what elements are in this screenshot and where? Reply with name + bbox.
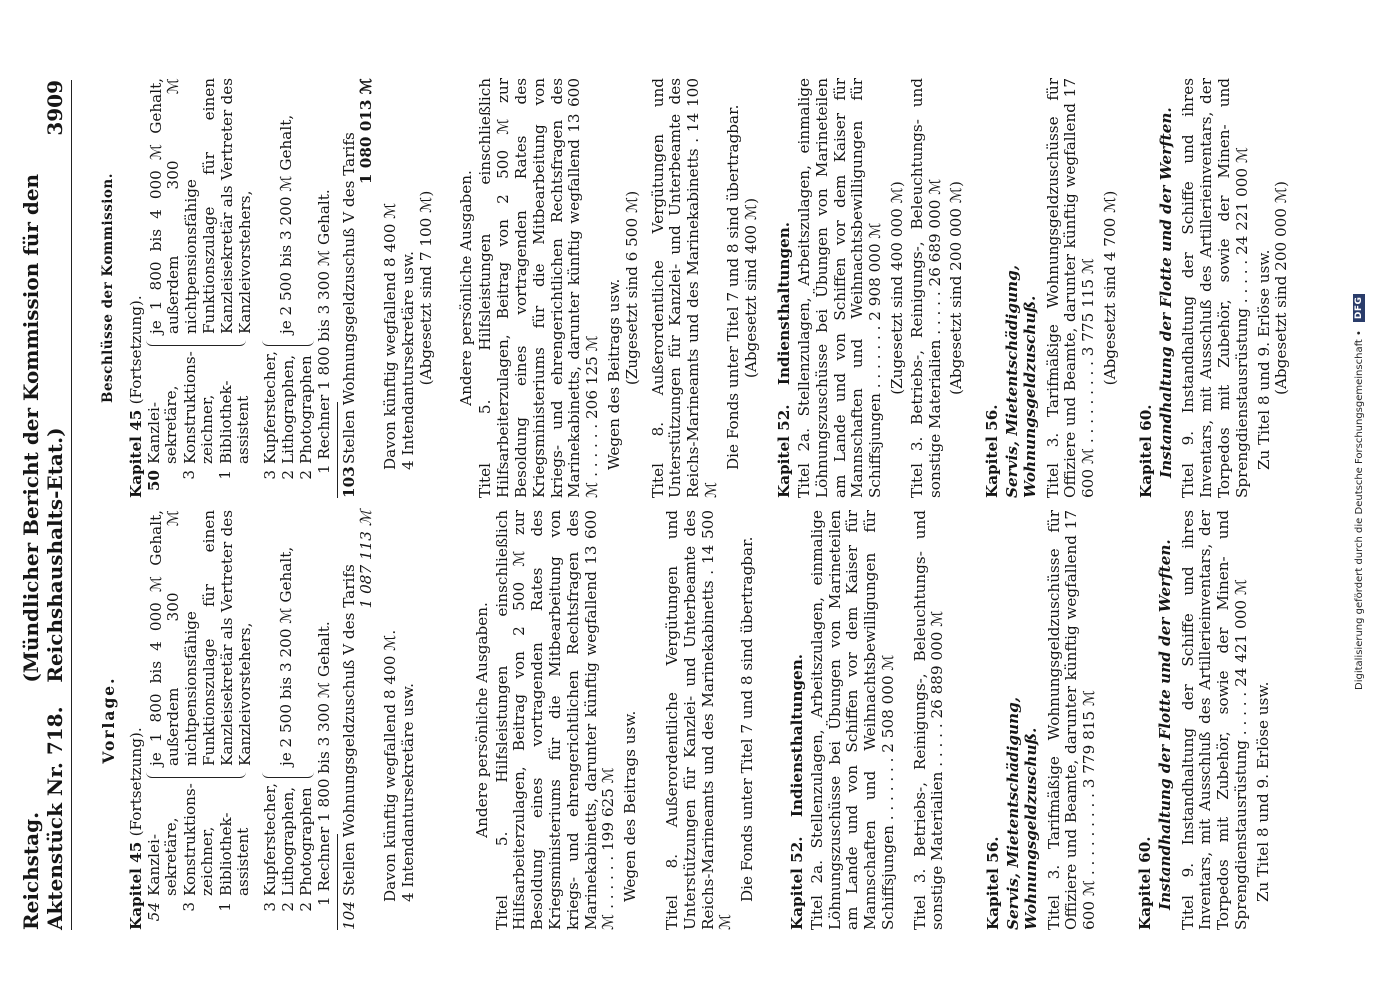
staff-count: 2 — [296, 902, 315, 912]
staff-title: Konstruktions-zeichner, — [180, 351, 217, 464]
chapter-subtitle: Servis, Mietentschädigung, Wohnungsgeldzuschuß. — [1004, 696, 1040, 930]
total-count: 103 — [339, 466, 358, 498]
column-title: Beschlüsse der Kommission. — [100, 173, 116, 403]
titel-5-note: Wegen des Beitrags usw. — [621, 710, 640, 902]
chapter-title: Kapitel 45 — [126, 409, 145, 498]
salary-text: je 1 800 bis 4 000 ℳ Gehalt, außerdem 300 ℳ nichtpensionsfähige Funktionszulage für einen Kanzleisekretär als Vertreter des Kanzleivorstehers, — [146, 78, 254, 334]
header-center: (Mündlicher Bericht der Kommission für den Reichshaushalts-Etat.) — [19, 173, 67, 683]
intendantur-line: 4 Intendantursekretäre usw. — [398, 683, 417, 902]
staff-count: 2 — [279, 902, 298, 912]
credit-text: Digitalisierung gefördert durch die Deutsche Forschungsgemeinschaft • — [1353, 330, 1365, 690]
chapter-title: Kapitel 56. — [984, 836, 1003, 930]
total-count: 104 — [339, 901, 358, 930]
staff-count: 50 — [144, 470, 163, 492]
staff-count: 1 — [216, 470, 235, 480]
titel-8-note: Die Fonds unter Titel 7 und 8 sind übertragbar. — [738, 536, 757, 902]
section-heading: Andere persönliche Ausgaben. — [456, 170, 475, 406]
change-note: (Abgesetzt sind 200 000 ℳ) — [1272, 181, 1291, 395]
titel-5: Titel 5. Hilfsleistungen einschließlich Hilfsarbeiterzulagen, Beitrag von 2 500 ℳ zur Besoldung eines vortragenden Rates des Kriegsministeriums für die Mitbearbeitung von kriegs- und ehrengerichtlichen Rechtsfragen des Marinekabinetts, darunter künftig wegfallend 13 600 ℳ . . . . . . 206 125 ℳ — [476, 78, 602, 498]
chapter-title: Kapitel 60. — [1136, 836, 1155, 930]
chapter-title: Kapitel 60. — [1136, 404, 1155, 498]
staff-title: Kanzlei-sekretäre, — [144, 385, 181, 464]
dfg-logo: DFG — [1353, 294, 1365, 323]
sum-rule — [337, 402, 338, 498]
chapter-heading — [128, 510, 146, 930]
k60-note: Zu Titel 8 und 9. Erlöse usw. — [1254, 249, 1273, 470]
brace — [146, 766, 246, 778]
k52-titel-3: Titel 3. Betriebs-, Reinigungs-, Beleuchtungs- und sonstige Materialien . . . . . 26 689 000 ℳ — [907, 78, 944, 498]
header-left: Reichstag. Aktenstück Nr. 718. — [19, 706, 67, 930]
staff-title: Bibliothek-assistent — [216, 812, 253, 896]
total-sum: 1 080 013 ℳ — [357, 78, 376, 185]
intendantur-line: 4 Intendantursekretäre usw. — [398, 251, 417, 470]
digitization-credit — [1353, 0, 1365, 690]
k52-titel-2a: Titel 2a. Stellenzulagen, Arbeitszulagen, einmalige Löhnungszuschüsse bei Übungen von Marineteilen am Lande und von Schiffen vor dem Kaiser für Mannschaften und Weihnachtsbewilligungen für Schiffsjungen . . . . . . . 2 908 000 ℳ — [795, 78, 885, 498]
change-note: (Abgesetzt sind 200 000 ℳ) — [947, 181, 966, 395]
staff-count: 2 — [296, 470, 315, 480]
staff-group-2 — [262, 78, 315, 498]
brace — [262, 766, 314, 778]
davon-line: Davon künftig wegfallend 8 400 ℳ. — [381, 629, 400, 902]
column-title: Vorlage. — [99, 676, 118, 764]
chapter-heading — [128, 78, 146, 498]
chapter-heading — [789, 510, 807, 930]
staff-title: Kanzlei-sekretäre, — [144, 817, 181, 896]
total-sum: 1 087 113 ℳ — [357, 510, 376, 609]
staff-total — [341, 510, 359, 930]
titel-5: Titel 5. Hilfsleistungen einschließlich Hilfsarbeiterzulagen, Beitrag von 2 500 ℳ zur Besoldung eines vortragenden Rates des Kriegsministeriums für die Mitbearbeitung von kriegs- und ehrengerichtlichen Rechtsfragen des Marinekabinetts, darunter künftig wegfallend 13 600 ℳ . . . . . . 199 625 ℳ — [492, 510, 618, 930]
k56-titel-3: Titel 3. Tarifmäßige Wohnungsgeldzuschüsse für Offiziere und Beamte, darunter künftig wegfallend 17 600 ℳ . . . . . . . . . 3 779 815 ℳ — [1044, 510, 1099, 930]
staff-total — [341, 78, 359, 498]
staff-title: Kupferstecher, — [261, 351, 280, 464]
salary-text: je 2 500 bis 3 200 ℳ Gehalt, — [277, 114, 296, 334]
staff-title: Konstruktions-zeichner, — [180, 783, 217, 896]
staff-title: Kupferstecher, — [261, 783, 280, 896]
chapter-subtitle: Servis, Mietentschädigung, Wohnungsgeldzuschuß. — [1003, 264, 1039, 498]
salary-text: je 1 800 bis 4 000 ℳ Gehalt, außerdem 300 ℳ nichtpensionsfähige Funktionszulage für einen Kanzleisekretär als Vertreter des Kanzleivorstehers, — [146, 510, 254, 766]
change-note: (Abgesetzt sind 400 ℳ) — [741, 197, 760, 379]
rechner-line: 1 Rechner 1 800 bis 3 300 ℳ Gehalt. — [314, 189, 333, 474]
chapter-title: Kapitel 52. — [775, 404, 794, 498]
titel-5-note: Wegen des Beitrags usw. — [604, 278, 623, 470]
titel-8: Titel 8. Außerordentliche Vergütungen und Unterstützungen für Kanzlei- und Unterbeamte des Reichs-Marineamts und des Marinekabinetts . 14 500 ℳ — [662, 510, 735, 930]
change-note: (Zugesetzt sind 400 000 ℳ) — [888, 181, 907, 395]
k52-titel-3: Titel 3. Betriebs-, Reinigungs-, Beleuchtungs- und sonstige Materialien . . . . . 26 889 000 ℳ — [910, 510, 947, 930]
chapter-continuation: (Fortsetzung). — [126, 727, 145, 837]
staff-title: Photographen — [296, 355, 315, 464]
salary-text: je 2 500 bis 3 200 ℳ Gehalt, — [277, 546, 296, 766]
total-text: Stellen Wohnungsgeldzuschuß V des Tarifs — [339, 564, 358, 896]
column-vorlage — [100, 510, 1273, 930]
staff-count: 3 — [261, 902, 280, 912]
chapter-title: Kapitel 52. — [787, 836, 806, 930]
chapter-subtitle: Indiensthaltungen. — [775, 221, 794, 386]
davon-line: Davon künftig wegfallend 8 400 ℳ — [381, 202, 400, 470]
page-header — [18, 80, 72, 930]
change-note: (Zugesetzt sind 6 500 ℳ) — [622, 190, 641, 386]
k60-titel-9: Titel 9. Instandhaltung der Schiffe und ihres Inventars, mit Ausschluß des Artillerieinventars, der Torpedos mit Zubehör, sowie der Minen- und Sprengdienstausrüstung . . . . . 24 221 000 ℳ — [1179, 78, 1251, 498]
staff-group-1 — [146, 510, 259, 930]
staff-count: 3 — [180, 902, 199, 912]
staff-count: 3 — [261, 470, 280, 480]
brace — [262, 334, 314, 346]
staff-title: Photographen — [296, 787, 315, 896]
staff-count: 1 — [216, 902, 235, 912]
chapter-subtitle: Indiensthaltungen. — [787, 653, 806, 818]
section-heading: Andere persönliche Ausgaben. — [472, 602, 491, 838]
change-note: (Abgesetzt sind 4 700 ℳ) — [1101, 190, 1120, 386]
rechner-line: 1 Rechner 1 800 bis 3 300 ℳ Gehalt. — [314, 621, 333, 906]
column-beschluesse — [100, 78, 1291, 498]
staff-count: 3 — [180, 470, 199, 480]
k60-titel-9: Titel 9. Instandhaltung der Schiffe und ihres Inventars, mit Ausschluß des Artillerieinventars, der Torpedos mit Zubehör, sowie der Minen- und Sprengdienstausrüstung . . . . . 24 421 000 ℳ — [1178, 510, 1251, 930]
page-number: 3909 — [43, 80, 67, 136]
chapter-title: Kapitel 56. — [983, 404, 1002, 498]
staff-group-1 — [146, 78, 259, 498]
staff-group-2 — [262, 510, 315, 930]
k52-titel-2a: Titel 2a. Stellenzulagen, Arbeitszulagen, einmalige Löhnungszuschüsse bei Übungen von Marineteilen am Lande und von Schiffen vor dem Kaiser für Mannschaften und Weihnachtsbewilligungen für Schiffsjungen . . . . . . . 2 508 000 ℳ — [807, 510, 897, 930]
k60-note: Zu Titel 8 und 9. Erlöse usw. — [1253, 681, 1272, 902]
staff-count: 54 — [144, 902, 163, 922]
staff-title: Lithographen, — [279, 786, 298, 896]
change-note: (Abgesetzt sind 7 100 ℳ) — [416, 190, 435, 386]
titel-8: Titel 8. Außerordentliche Vergütungen und Unterstützungen für Kanzlei- und Unterbeamte des Reichs-Marineamts und des Marinekabinetts . 14 100 ℳ — [648, 78, 720, 498]
chapter-subtitle: Instandhaltung der Flotte und der Werften. — [1155, 539, 1174, 910]
staff-title: Lithographen, — [279, 354, 298, 464]
total-text: Stellen Wohnungsgeldzuschuß V des Tarifs — [339, 132, 358, 464]
chapter-title: Kapitel 45 — [126, 841, 145, 930]
staff-count: 2 — [279, 470, 298, 480]
staff-title: Bibliothek-assistent — [216, 380, 253, 464]
chapter-subtitle: Instandhaltung der Flotte und der Werften. — [1156, 107, 1175, 478]
titel-8-note: Die Fonds unter Titel 7 und 8 sind übertragbar. — [723, 104, 742, 470]
k56-titel-3: Titel 3. Tarifmäßige Wohnungsgeldzuschüsse für Offiziere und Beamte, darunter künftig wegfallend 17 600 ℳ . . . . . . . . . 3 775 115 ℳ — [1043, 78, 1098, 498]
chapter-heading — [776, 78, 794, 498]
sum-rule — [337, 834, 338, 930]
chapter-continuation: (Fortsetzung). — [126, 295, 145, 405]
brace — [146, 334, 246, 346]
